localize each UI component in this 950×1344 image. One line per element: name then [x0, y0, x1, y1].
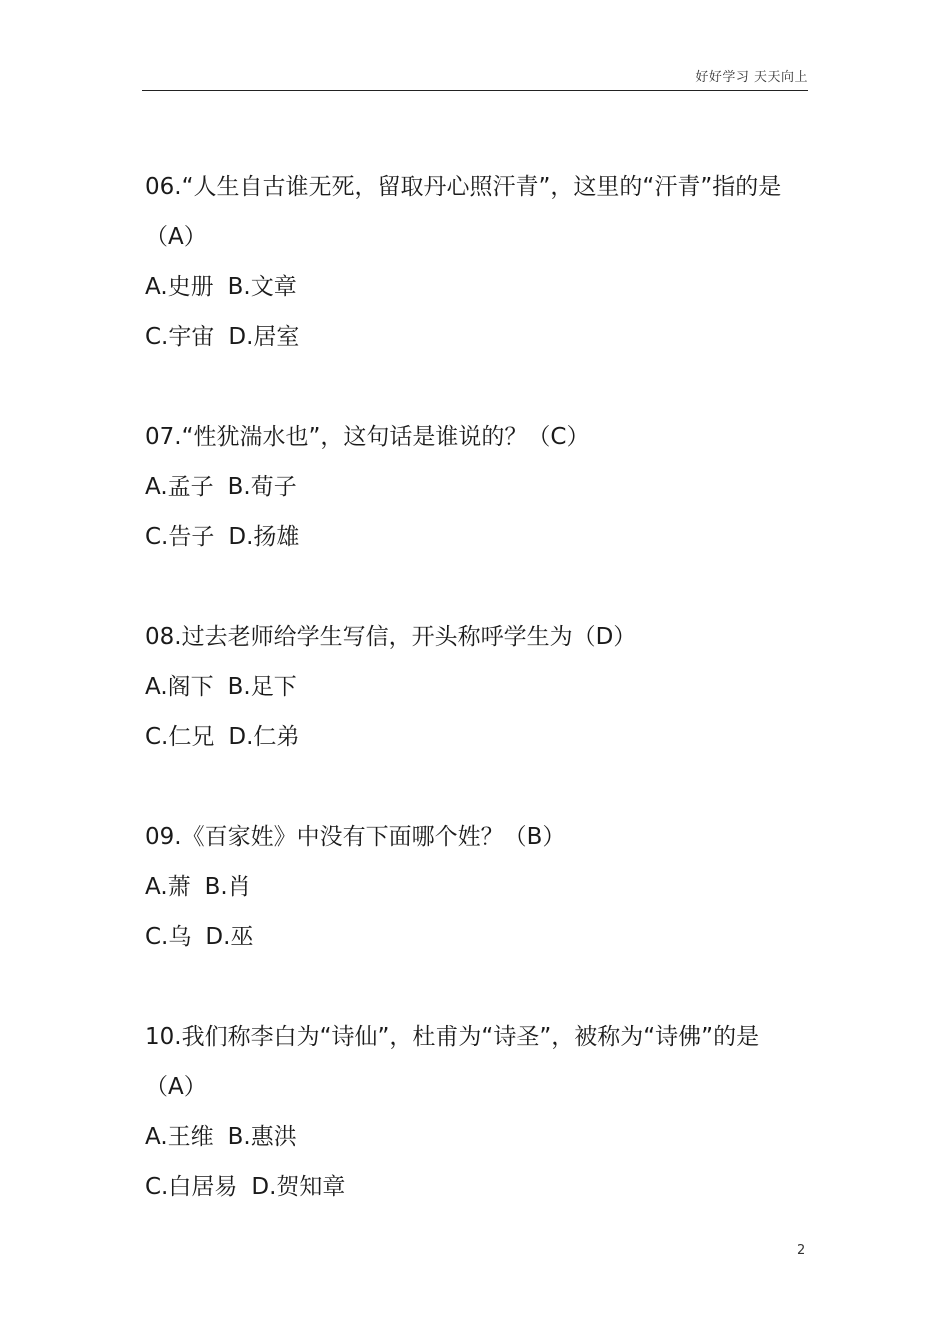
header-motto: 好好学习 天天向上: [695, 70, 808, 85]
option-a: A.王维: [145, 1124, 214, 1150]
option-d: D.扬雄: [228, 524, 300, 550]
option-row: [145, 1112, 809, 1162]
option-a: A.史册: [145, 274, 214, 300]
page-header: [142, 64, 808, 91]
question-08: [145, 612, 809, 762]
option-b: B.荀子: [227, 474, 297, 500]
option-a: A.孟子: [145, 474, 214, 500]
option-row: [145, 862, 809, 912]
option-row: [145, 262, 809, 312]
option-c: C.告子: [145, 524, 215, 550]
option-row: [145, 462, 809, 512]
option-c: C.宇宙: [145, 324, 215, 350]
option-c: C.白居易: [145, 1174, 238, 1200]
question-stem: 08.过去老师给学生写信，开头称呼学生为（D）: [145, 624, 637, 650]
option-row: [145, 512, 809, 562]
question-06: [145, 162, 809, 362]
option-b: B.足下: [227, 674, 297, 700]
option-a: A.阁下: [145, 674, 214, 700]
option-d: D.仁弟: [228, 724, 300, 750]
option-row: [145, 1162, 809, 1212]
question-stem: 06.“人生自古谁无死，留取丹心照汗青”，这里的“汗青”指的是（A）: [145, 174, 782, 250]
page-number: 2: [797, 1243, 806, 1258]
option-row: [145, 912, 809, 962]
option-row: [145, 662, 809, 712]
option-row: [145, 312, 809, 362]
option-c: C.乌: [145, 924, 192, 950]
option-b: B.肖: [204, 874, 251, 900]
question-stem: 07.“性犹湍水也”，这句话是谁说的？（C）: [145, 424, 590, 450]
option-d: D.巫: [205, 924, 254, 950]
option-d: D.居室: [228, 324, 300, 350]
question-stem: 09.《百家姓》中没有下面哪个姓？（B）: [145, 824, 566, 850]
question-09: [145, 812, 809, 962]
option-b: B.惠洪: [227, 1124, 297, 1150]
option-row: [145, 712, 809, 762]
quiz-content: [145, 162, 809, 1262]
option-c: C.仁兄: [145, 724, 215, 750]
question-10: [145, 1012, 809, 1212]
option-a: A.萧: [145, 874, 191, 900]
question-07: [145, 412, 809, 562]
question-stem: 10.我们称李白为“诗仙”，杜甫为“诗圣”，被称为“诗佛”的是（A）: [145, 1024, 760, 1100]
option-d: D.贺知章: [251, 1174, 346, 1200]
option-b: B.文章: [227, 274, 297, 300]
